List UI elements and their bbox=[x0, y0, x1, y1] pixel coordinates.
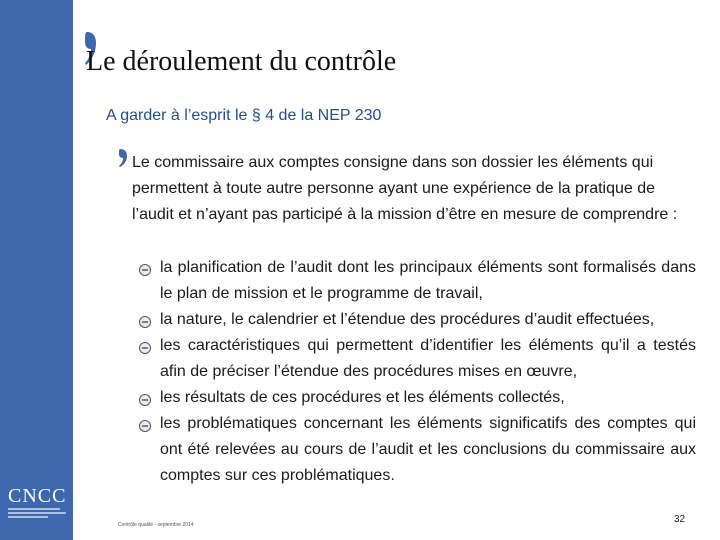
list-item-text: les problématiques concernant les éléments significatifs des comptes qui ont été relevées au cours de l’audit et les conclusions du commissaire aux comptes sur ces problématiques. bbox=[160, 415, 696, 484]
bullet-icon bbox=[138, 315, 152, 329]
list-item bbox=[136, 255, 696, 307]
footer-text: Contrôle qualité - septembre 2014 bbox=[118, 522, 194, 528]
list-item bbox=[136, 307, 696, 333]
slide-subtitle: A garder à l’esprit le § 4 de la NEP 230 bbox=[106, 107, 382, 124]
bullet-icon bbox=[138, 341, 152, 355]
left-brand-bar bbox=[0, 0, 73, 540]
list-item-text: les caractéristiques qui permettent d’identifier les éléments qu’il a testés afin de préciser l’étendue des procédures mises en œuvre, bbox=[160, 337, 696, 380]
page-number: 32 bbox=[674, 514, 686, 525]
slide-title: Le déroulement du contrôle bbox=[86, 46, 397, 77]
paragraph-comma-icon bbox=[118, 148, 128, 168]
requirements-list bbox=[136, 255, 696, 489]
list-item-text: la planification de l’audit dont les principaux éléments sont formalisés dans le plan de mission et le programme de travail, bbox=[160, 259, 696, 302]
list-item bbox=[136, 411, 696, 489]
logo-text: CNCC bbox=[8, 485, 67, 507]
bullet-icon bbox=[138, 263, 152, 277]
list-item-text: la nature, le calendrier et l’étendue des procédures d’audit effectuées, bbox=[160, 311, 655, 328]
intro-paragraph: Le commissaire aux comptes consigne dans son dossier les éléments qui permettent à toute autre personne ayant une expérience de la pratique de l’audit et n’ayant pas participé à la mission d’être en mesure de comprendre : bbox=[132, 154, 678, 223]
bullet-icon bbox=[138, 419, 152, 433]
list-item bbox=[136, 333, 696, 385]
list-item bbox=[136, 385, 696, 411]
bullet-icon bbox=[138, 393, 152, 407]
cncc-logo bbox=[8, 486, 70, 520]
list-item-text: les résultats de ces procédures et les éléments collectés, bbox=[160, 389, 565, 406]
logo-subtitle-lines bbox=[8, 508, 70, 518]
